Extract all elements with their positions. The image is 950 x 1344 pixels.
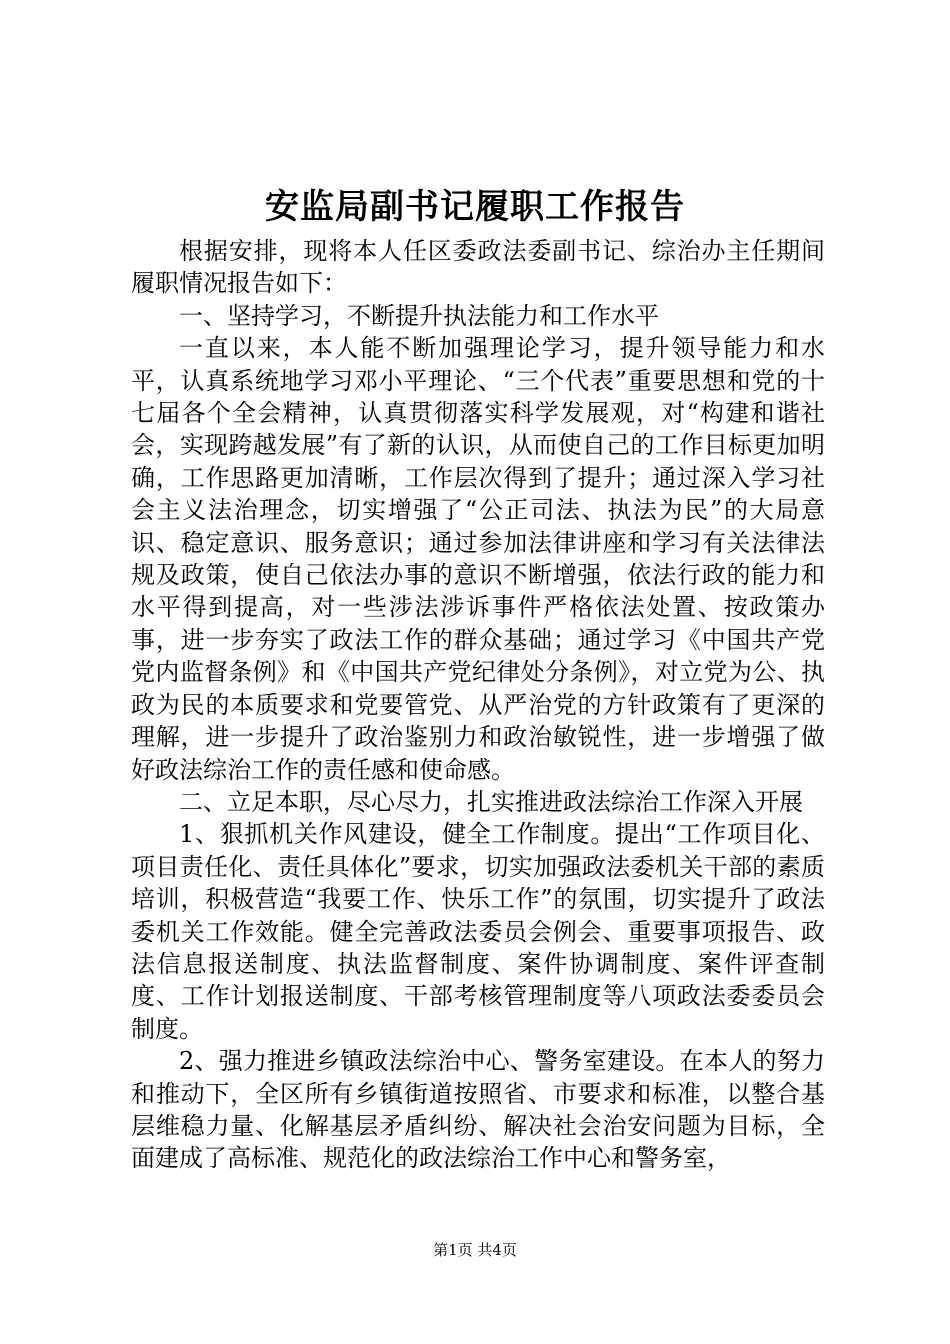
paragraph-study: 一直以来，本人能不断加强理论学习，提升领导能力和水平，认真系统地学习邓小平理论、“三个代表”重要思想和党的十七届各个全会精神，认真贯彻落实科学发展观，对“构建和谐社会，实现跨越发展”有了新的认识，从而使自己的工作目标更加明确，工作思路更加清晰，工作层次得到了提升；通过深入学习社会主义法治理念，切实增强了“公正司法、执法为民”的大局意识、稳定意识、服务意识；通过参加法律讲座和学习有关法律法规及政策，使自己依法办事的意识不断增强，依法行政的能力和水平得到提高，对一些涉法涉诉事件严格依法处置、按政策办事，进一步夯实了政法工作的群众基础；通过学习《中国共产党党内监督条例》和《中国共产党纪律处分条例》，对立党为公、执政为民的本质要求和党要管党、从严治党的方针政策有了更深的理解，进一步提升了政治鉴别力和政治敏锐性，进一步增强了做好政法综治工作的责任感和使命感。 xyxy=(131,334,825,784)
document-title: 安监局副书记履职工作报告 xyxy=(265,187,685,227)
section-heading-1: 一、坚持学习，不断提升执法能力和工作水平 xyxy=(179,301,659,330)
document-body xyxy=(131,235,825,1175)
paragraph-intro: 根据安排，现将本人任区委政法委副书记、综治办主任期间履职情况报告如下： xyxy=(131,237,825,298)
paragraph-item-1: 1、狠抓机关作风建设，健全工作制度。提出“工作项目化、项目责任化、责任具体化”要求，切实加强政法委机关干部的素质培训，积极营造“我要工作、快乐工作”的氛围，切实提升了政法委机关工作效能。健全完善政法委员会例会、重要事项报告、政法信息报送制度、执法监督制度、案件协调制度、案件评查制度、工作计划报送制度、干部考核管理制度等八项政法委委员会制度。 xyxy=(131,820,825,1043)
section-heading-2: 二、立足本职，尽心尽力，扎实推进政法综治工作深入开展 xyxy=(179,787,803,816)
paragraph-item-2: 2、强力推进乡镇政法综治中心、警务室建设。在本人的努力和推动下，全区所有乡镇街道按照省、市要求和标准，以整合基层维稳力量、化解基层矛盾纠纷、解决社会治安问题为目标，全面建成了高标准、规范化的政法综治工作中心和警务室， xyxy=(131,1047,825,1173)
page-number: 第1页 共4页 xyxy=(433,1241,517,1259)
